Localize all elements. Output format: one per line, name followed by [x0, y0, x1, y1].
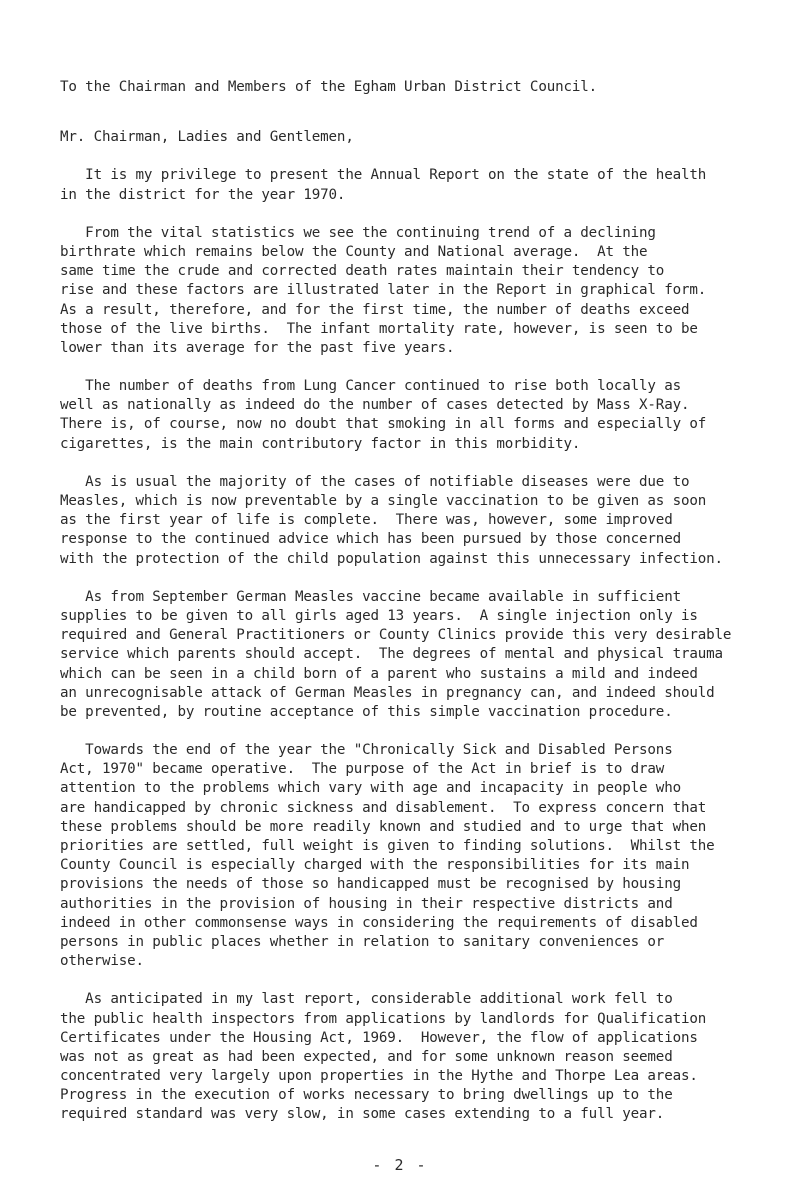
paragraph-line: well as nationally as indeed do the number of cases detected by Mass X-Ray.: [60, 397, 690, 414]
paragraph-line: supplies to be given to all girls aged 13 years. A single injection only is: [60, 607, 698, 624]
paragraph-line: cigarettes, is the main contributory factor in this morbidity.: [60, 435, 581, 452]
paragraph: [60, 741, 795, 971]
paragraph-line: an unrecognisable attack of German Measles in pregnancy can, and indeed should: [60, 684, 715, 701]
paragraph-line: It is my privilege to present the Annual Report on the state of the health: [60, 167, 707, 184]
spacer: [60, 569, 795, 588]
paragraph-line: service which parents should accept. The degrees of mental and physical trauma: [60, 646, 723, 663]
paragraph-line: in the district for the year 1970.: [60, 186, 346, 203]
paragraph-line: As from September German Measles vaccine became available in sufficient: [60, 588, 681, 605]
paragraph-line: Measles, which is now preventable by a single vaccination to be given as soon: [60, 493, 707, 509]
paragraph-line: response to the continued advice which has been pursued by those concerned: [60, 531, 681, 548]
paragraph-line: these problems should be more readily known and studied and to urge that when: [60, 818, 707, 835]
paragraph: [60, 990, 795, 1124]
paragraph-line: with the protection of the child population against this unnecessary infection.: [60, 550, 723, 567]
paragraph-list: [60, 166, 795, 1124]
paragraph-line: As is usual the majority of the cases of notifiable diseases were due to: [60, 473, 690, 490]
paragraph-line: authorities in the provision of housing in their respective districts and: [60, 895, 673, 912]
paragraph-line: Towards the end of the year the "Chronically Sick and Disabled Persons: [60, 742, 673, 759]
paragraph: [60, 473, 795, 569]
paragraph: [60, 166, 795, 204]
paragraph-line: otherwise.: [60, 953, 144, 970]
spacer: [60, 454, 795, 473]
paragraph-line: was not as great as had been expected, and for some unknown reason seemed: [60, 1048, 673, 1065]
paragraph-line: are handicapped by chronic sickness and disablement. To express concern that: [60, 799, 707, 816]
spacer: [60, 358, 795, 377]
paragraph-line: As a result, therefore, and for the first time, the number of deaths exceed: [60, 301, 690, 318]
paragraph-line: as the first year of life is complete. There was, however, some improved: [60, 512, 673, 529]
paragraph: [60, 377, 795, 454]
addressee: To the Chairman and Members of the Egham Urban District Council.: [60, 79, 598, 95]
paragraph-line: Certificates under the Housing Act, 1969. However, the flow of applications: [60, 1029, 698, 1046]
paragraph-line: There is, of course, now no doubt that smoking in all forms and especially of: [60, 416, 707, 433]
spacer: [60, 205, 795, 224]
paragraph-line: the public health inspectors from applications by landlords for Qualification: [60, 1010, 707, 1027]
paragraph-line: County Council is especially charged with the responsibilities for its main: [60, 857, 690, 874]
paragraph-line: persons in public places whether in relation to sanitary conveniences or: [60, 933, 665, 950]
paragraph-line: attention to the problems which vary with age and incapacity in people who: [60, 780, 681, 797]
paragraph-line: indeed in other commonsense ways in considering the requirements of disabled: [60, 914, 698, 931]
paragraph-line: lower than its average for the past five years.: [60, 339, 455, 356]
spacer: [60, 722, 795, 741]
paragraph-line: those of the live births. The infant mortality rate, however, is seen to be: [60, 320, 698, 337]
paragraph-line: required and General Practitioners or County Clinics provide this very desirable: [60, 627, 732, 644]
paragraph-line: rise and these factors are illustrated later in the Report in graphical form.: [60, 282, 707, 299]
paragraph-line: Act, 1970" became operative. The purpose of the Act in brief is to draw: [60, 761, 665, 778]
paragraph-line: be prevented, by routine acceptance of this simple vaccination procedure.: [60, 703, 673, 720]
paragraph-line: The number of deaths from Lung Cancer continued to rise both locally as: [60, 378, 681, 395]
paragraph-line: which can be seen in a child born of a parent who sustains a mild and indeed: [60, 665, 698, 682]
letter-body: [60, 78, 795, 1125]
spacer: [60, 97, 795, 128]
paragraph-line: same time the crude and corrected death rates maintain their tendency to: [60, 263, 665, 280]
paragraph: [60, 588, 795, 722]
paragraph-line: As anticipated in my last report, considerable additional work fell to: [60, 991, 673, 1008]
spacer: [60, 971, 795, 990]
paragraph-line: concentrated very largely upon properties in the Hythe and Thorpe Lea areas.: [60, 1068, 698, 1085]
page-number: - 2 -: [372, 1156, 428, 1174]
paragraph-line: Progress in the execution of works necessary to bring dwellings up to the: [60, 1087, 673, 1104]
paragraph-line: required standard was very slow, in some cases extending to a full year.: [60, 1106, 665, 1123]
spacer: [60, 147, 795, 166]
salutation: Mr. Chairman, Ladies and Gentlemen,: [60, 129, 354, 146]
paragraph-line: priorities are settled, full weight is given to finding solutions. Whilst the: [60, 838, 715, 854]
paragraph: [60, 224, 795, 358]
paragraph-line: From the vital statistics we see the continuing trend of a declining: [60, 224, 656, 241]
paragraph-line: provisions the needs of those so handicapped must be recognised by housing: [60, 876, 681, 893]
paragraph-line: birthrate which remains below the County and National average. At the: [60, 243, 648, 260]
